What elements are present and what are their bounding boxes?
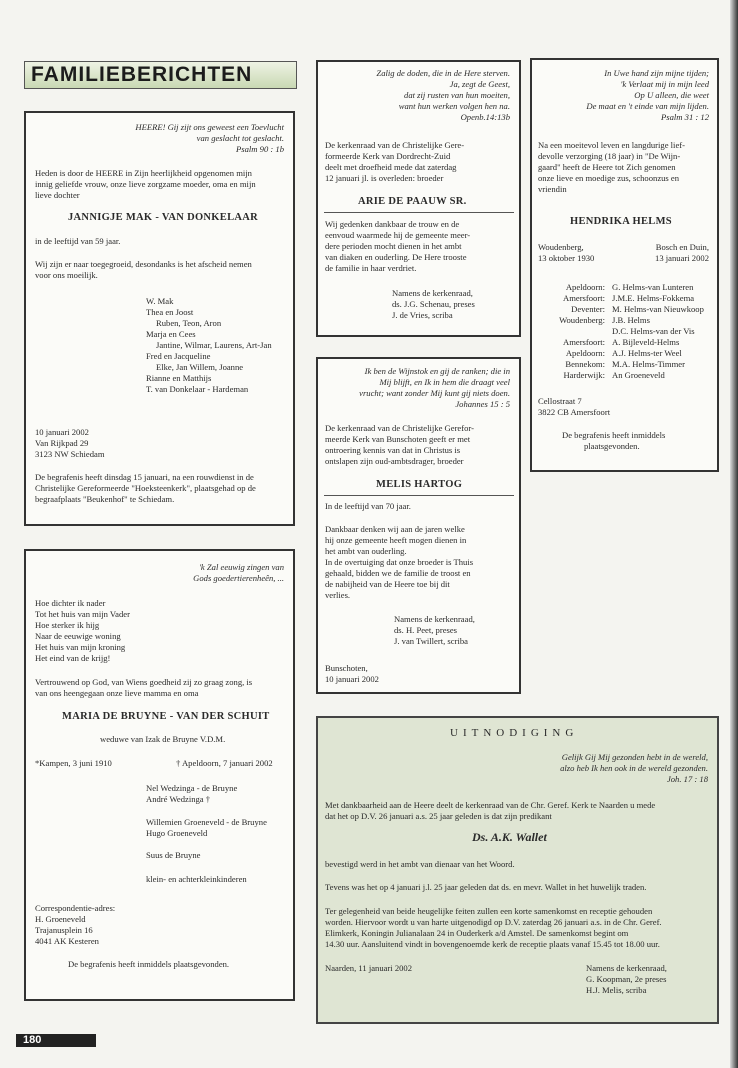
body-line: In de overtuiging dat onze broeder is Thuis <box>325 557 474 567</box>
family-line: Thea en Joost <box>146 307 194 317</box>
verse-line: In Uwe hand zijn mijne tijden; <box>604 68 709 78</box>
verse-reference: Joh. 17 : 18 <box>666 774 708 784</box>
age-line: in de leeftijd van 59 jaar. <box>35 236 121 246</box>
deceased-name: JANNIGJE MAK - VAN DONKELAAR <box>68 212 259 223</box>
address-line: 3123 NW Schiedam <box>35 449 105 459</box>
verse-line: Gods goedertierenheên, ... <box>193 573 284 583</box>
signature-line: Namens de kerkenraad, <box>392 288 473 298</box>
family-line: Jantine, Wilmar, Laurens, Art-Jan <box>156 340 272 350</box>
address-line: 4041 AK Kesteren <box>35 936 99 946</box>
funeral-line: Christelijke Gereformeerde "Hoeksteenkerk", plaatsgehad op de <box>35 483 256 493</box>
body-line: eenvoud waarmede hij de gemeente meer- <box>325 230 471 240</box>
death-place: Bosch en Duin, <box>655 242 709 252</box>
age-line: In de leeftijd van 70 jaar. <box>325 501 411 511</box>
page-edge-shadow <box>730 0 738 1068</box>
body-line: gehaald, bidden we de familie de troost en <box>325 568 471 578</box>
address-line: Van Rijkpad 29 <box>35 438 89 448</box>
body-line: Ter gelegenheid van beide heugelijke feiten zullen een korte samenkomst en receptie gehouden <box>325 906 653 916</box>
relative-place: Apeldoorn: <box>565 348 605 358</box>
verse-line: Ja, zegt de Geest, <box>449 79 510 89</box>
address-line: 10 januari 2002 <box>35 427 89 437</box>
address-line: Correspondentie-adres: <box>35 903 116 913</box>
address-line: H. Groeneveld <box>35 914 86 924</box>
relative-name: M. Helms-van Nieuwkoop <box>612 304 704 314</box>
signature-line: G. Koopman, 2e preses <box>586 974 667 984</box>
funeral-line: De begrafenis heeft inmiddels <box>562 430 666 440</box>
family-line: Elke, Jan Willem, Joanne <box>156 362 244 372</box>
page-number: 180 <box>23 1034 42 1046</box>
intro-line: deelt met droefheid mede dat zaterdag <box>325 162 457 172</box>
signature-line: Namens de kerkenraad, <box>586 963 667 973</box>
address-line: Cellostraat 7 <box>538 396 582 406</box>
verse-line: Gelijk Gij Mij gezonden hebt in de wereld, <box>561 752 708 762</box>
signature-line: J. van Twillert, scriba <box>394 636 468 646</box>
verse-reference: Johannes 15 : 5 <box>455 399 510 409</box>
poem-line: Het eind van de krijg! <box>35 653 111 663</box>
relative-name: A.J. Helms-ter Weel <box>612 348 682 358</box>
intro-line: meerde Kerk van Bunschoten geeft er met <box>325 434 471 444</box>
family-line: Rianne en Matthijs <box>146 373 212 383</box>
poem-line: Hoe dichter ik nader <box>35 598 106 608</box>
verse-line: van geslacht tot geslacht. <box>196 133 284 143</box>
poem-line: Naar de eeuwige woning <box>35 631 121 641</box>
birth-date: 13 oktober 1930 <box>538 253 595 263</box>
section-title: FAMILIEBERICHTEN <box>31 63 253 86</box>
intro-line: vriendin <box>538 184 567 194</box>
poem-line: Hoe sterker ik hijg <box>35 620 100 630</box>
family-line: Marja en Cees <box>146 329 196 339</box>
verse-line: vrucht; want zonder Mij kunt gij niets doen. <box>359 388 510 398</box>
body-line: de familie in haar verdriet. <box>325 263 417 273</box>
relative-place: Deventer: <box>571 304 605 314</box>
relative-name: J.B. Helms <box>612 315 650 325</box>
obituary-card-de-bruyne <box>24 549 295 1001</box>
verse-reference: Psalm 90 : 1b <box>236 144 284 154</box>
intro-line: ontslapen zijn oud-ambtsdrager, broeder <box>325 456 464 466</box>
obituary-card-helms <box>530 58 719 472</box>
body-line: worden. Hiervoor wordt u van harte uitgenodigd op D.V. zaterdag 26 januari a.s. in de Chr. Geref. <box>325 917 662 927</box>
poem-line: Het huis van mijn kroning <box>35 642 126 652</box>
funeral-line: De begrafenis heeft inmiddels plaatsgevonden. <box>68 959 230 969</box>
intro-line: lieve dochter <box>35 190 80 200</box>
body-line: van diaken en ouderling. De Here trooste <box>325 252 467 262</box>
obituary-card-hartog <box>316 357 521 694</box>
body-line: het ambt van ouderling. <box>325 546 407 556</box>
relative-name: G. Helms-van Lunteren <box>612 282 694 292</box>
intro-line: De kerkenraad van de Christelijke Gere- <box>325 140 465 150</box>
verse-line: alzo heb Ik hen ook in de wereld gezonden. <box>560 763 708 773</box>
relative-name: M.A. Helms-Timmer <box>612 359 685 369</box>
funeral-line: begraafplaats "Beukenhof" te Schiedam. <box>35 494 175 504</box>
body-line: bevestigd werd in het ambt van dienaar van het Woord. <box>325 859 515 869</box>
death-line: † Apeldoorn, 7 januari 2002 <box>176 758 273 768</box>
intro-line: formeerde Kerk van Dordrecht-Zuid <box>325 151 451 161</box>
intro-line: Met dankbaarheid aan de Heere deelt de kerkenraad van de Chr. Geref. Kerk te Naarden u mede <box>325 800 656 810</box>
intro-line: De kerkenraad van de Christelijke Gerefor- <box>325 423 474 433</box>
intro-line: Heden is door de HEERE in Zijn heerlijkheid opgenomen mijn <box>35 168 252 178</box>
family-line: Fred en Jacqueline <box>146 351 211 361</box>
family-line: W. Mak <box>146 296 174 306</box>
place-line: 10 januari 2002 <box>325 674 379 684</box>
deceased-name: MELIS HARTOG <box>376 479 463 490</box>
verse-reference: Openb.14:13b <box>460 112 510 122</box>
trust-line: van ons heengegaan onze lieve mamma en oma <box>35 688 199 698</box>
address-line: Trajanusplein 16 <box>35 925 93 935</box>
trust-line: Vertrouwend op God, van Wiens goedheid zij zo graag zong, is <box>35 677 253 687</box>
intro-line: innig geliefde vrouw, onze lieve zorgzame moeder, oma en mijn <box>35 179 256 189</box>
place-line: Naarden, 11 januari 2002 <box>325 963 413 973</box>
family-line: Nel Wedzinga - de Bruyne <box>146 783 238 793</box>
divider <box>324 212 514 213</box>
family-line: T. van Donkelaar - Hardeman <box>146 384 249 394</box>
body-line: hij onze gemeente heeft mogen dienen in <box>325 535 467 545</box>
intro-line: 12 januari jl. is overleden: broeder <box>325 173 444 183</box>
family-line: Ruben, Teon, Aron <box>156 318 222 328</box>
verse-line: De maat en 't einde van mijn lijden. <box>586 101 709 111</box>
verse-line: Op U alleen, die weet <box>634 90 709 100</box>
obituary-card-de-paauw <box>316 60 521 337</box>
section-banner <box>24 61 297 89</box>
intro-line: gaard" heeft de Heere tot Zich genomen <box>538 162 676 172</box>
body-line: Elimkerk, Koningin Julianalaan 24 in Ouderkerk a/d Amstel. De samenkomst begint om <box>325 928 629 938</box>
family-line: Hugo Groeneveld <box>146 828 208 838</box>
relative-place: Apeldoorn: <box>565 282 605 292</box>
deceased-name: HENDRIKA HELMS <box>570 216 672 227</box>
signature-line: H.J. Melis, scriba <box>586 985 647 995</box>
verse-line: Zalig de doden, die in de Here sterven. <box>376 68 510 78</box>
closing-line: voor ons moeilijk. <box>35 270 98 280</box>
closing-line: Wij zijn er naar toegegroeid, desondanks is het afscheid nemen <box>35 259 252 269</box>
body-line: 14.30 uur. Aansluitend vindt in bovengenoemde kerk de receptie plaats vanaf 15.45 tot 18.00 uur. <box>325 939 660 949</box>
invitation-card <box>316 716 719 1024</box>
widow-line: weduwe van Izak de Bruyne V.D.M. <box>100 734 226 744</box>
poem-line: Tot het huis van mijn Vader <box>35 609 130 619</box>
family-line: klein- en achterkleinkinderen <box>146 874 247 884</box>
body-line: dere perioden mocht dienen in het ambt <box>325 241 462 251</box>
verse-line: Ik ben de Wijnstok en gij de ranken; die in <box>364 366 510 376</box>
funeral-line: plaatsgevonden. <box>584 441 640 451</box>
verse-reference: Psalm 31 : 12 <box>661 112 709 122</box>
body-line: verlies. <box>325 590 351 600</box>
body-line: Tevens was het op 4 januari j.l. 25 jaar geleden dat ds. en mevr. Wallet in het huwelijk traden. <box>325 882 647 892</box>
verse-line: 'k Verlaat mij in mijn leed <box>620 79 709 89</box>
signature-line: ds. H. Peet, preses <box>394 625 458 635</box>
body-line: Wij gedenken dankbaar de trouw en de <box>325 219 460 229</box>
invitation-title: UITNODIGING <box>450 727 579 739</box>
relative-place: Amersfoort: <box>562 293 605 303</box>
verse-line: 'k Zal eeuwig zingen van <box>199 562 284 572</box>
relative-place: Woudenberg: <box>559 315 605 325</box>
intro-line: onze lieve en moedige zus, schoonzus en <box>538 173 680 183</box>
divider <box>324 495 514 496</box>
page-number-bar <box>16 1034 96 1047</box>
body-line: de nabijheid van de Heere toe bij dit <box>325 579 450 589</box>
intro-line: Na een moeitevol leven en langdurige lief- <box>538 140 685 150</box>
intro-line: dat het op D.V. 26 januari a.s. 25 jaar geleden is dat zijn predikant <box>325 811 552 821</box>
death-date: 13 januari 2002 <box>655 253 709 263</box>
signature-line: J. de Vries, scriba <box>392 310 453 320</box>
deceased-name: ARIE DE PAAUW SR. <box>358 196 467 207</box>
relative-name: A. Bijleveld-Helms <box>612 337 680 347</box>
relative-name: An Groeneveld <box>612 370 665 380</box>
intro-line: devolle verzorging (18 jaar) in "De Wijn- <box>538 151 681 161</box>
signature-line: ds. J.G. Schenau, preses <box>392 299 475 309</box>
verse-line: HEERE! Gij zijt ons geweest een Toevlucht <box>135 122 284 132</box>
family-line: Willemien Groeneveld - de Bruyne <box>146 817 267 827</box>
body-line: Dankbaar denken wij aan de jaren welke <box>325 524 465 534</box>
relative-name: D.C. Helms-van der Vis <box>612 326 695 336</box>
intro-line: ontroering kennis van dat in Christus is <box>325 445 461 455</box>
signature-line: Namens de kerkenraad, <box>394 614 475 624</box>
honoree-name: Ds. A.K. Wallet <box>472 830 547 844</box>
deceased-name: MARIA DE BRUYNE - VAN DER SCHUIT <box>62 711 270 722</box>
relative-place: Bennekom: <box>565 359 605 369</box>
relative-place: Harderwijk: <box>563 370 605 380</box>
obituary-card-mak <box>24 111 295 526</box>
family-line: Suus de Bruyne <box>146 850 201 860</box>
birth-line: *Kampen, 3 juni 1910 <box>35 758 112 768</box>
place-line: Bunschoten, <box>325 663 368 673</box>
verse-line: dat zij rusten van hun moeiten, <box>404 90 510 100</box>
address-line: 3822 CB Amersfoort <box>538 407 611 417</box>
birth-place: Woudenberg, <box>538 242 584 252</box>
funeral-line: De begrafenis heeft dinsdag 15 januari, na een rouwdienst in de <box>35 472 254 482</box>
verse-line: Mij blijft, en Ik in hem die draagt veel <box>379 377 510 387</box>
relative-place: Amersfoort: <box>562 337 605 347</box>
relative-name: J.M.E. Helms-Fokkema <box>612 293 695 303</box>
verse-line: want hun werken volgen hen na. <box>398 101 510 111</box>
family-line: André Wedzinga † <box>146 794 211 804</box>
